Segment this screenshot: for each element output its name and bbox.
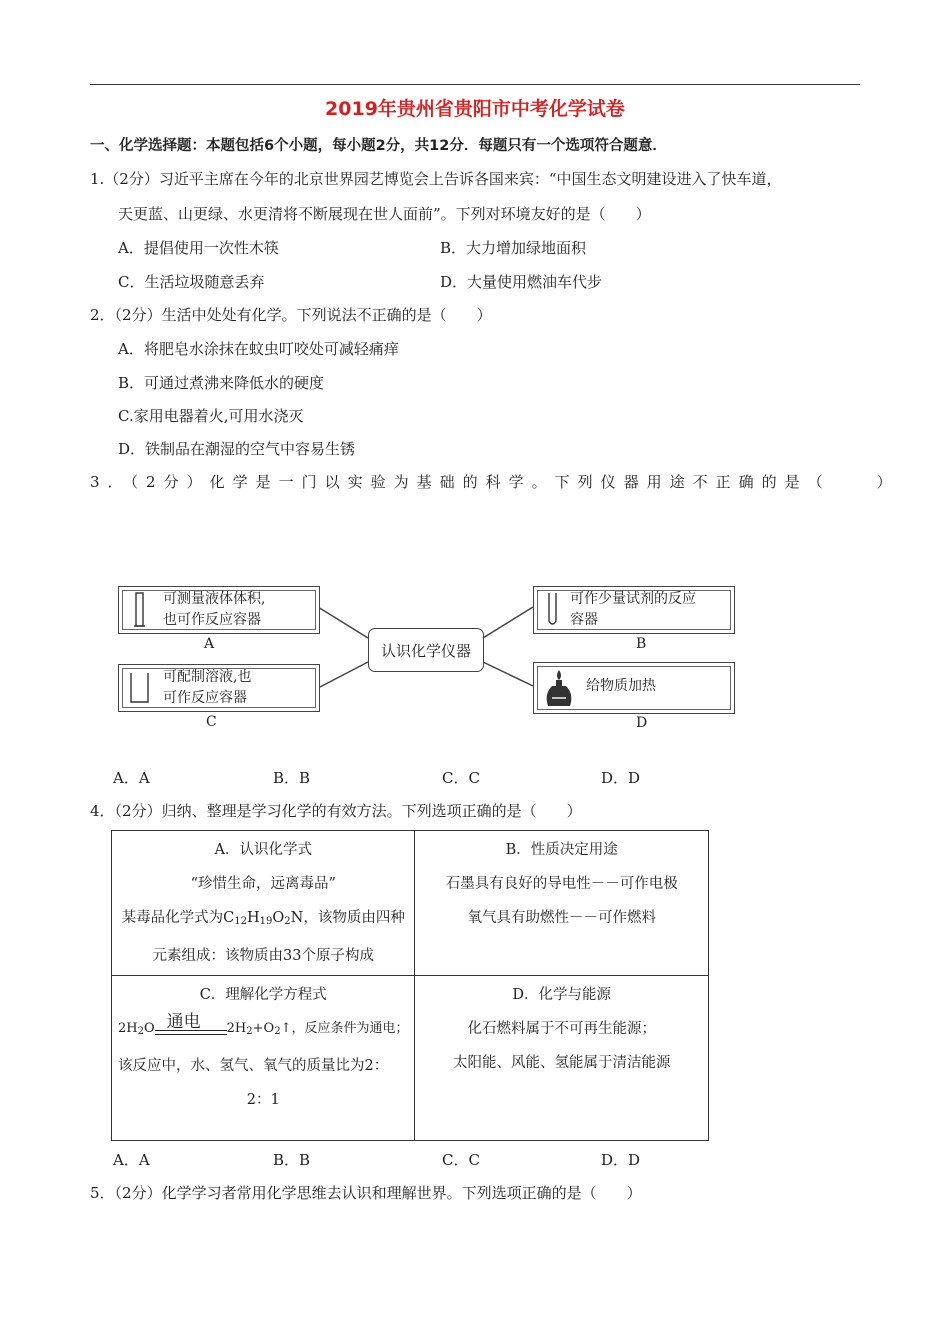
q1-stem-line2: 天更蓝、山更绿、水更清将不断展现在世人面前”。下列对环境友好的是（ ） [118, 205, 651, 223]
q2-option-c[interactable]: C.家用电器着火,可用水浇灭 [118, 407, 304, 425]
cell-d-line1: 化石燃料属于不可再生能源； [467, 1021, 656, 1037]
cell-a-line2: 某毒品化学式为$C_{12}H_{19}O_2N$，该物质由四种 [121, 910, 405, 927]
q4-option-d[interactable]: D．D [601, 1151, 641, 1169]
equation-condition: 通电 [166, 1011, 201, 1032]
q4-option-c[interactable]: C．C [442, 1151, 480, 1169]
cell-a-heading: A．认识化学式 [214, 842, 312, 858]
q2-option-b[interactable]: B．可通过煮沸来降低水的硬度 [118, 374, 325, 392]
q1-option-d[interactable]: D．大量使用燃油车代步 [440, 273, 603, 291]
beaker-icon [129, 671, 151, 705]
cell-d [415, 976, 709, 1141]
cell-c [112, 976, 415, 1141]
knowledge-table [111, 830, 709, 1141]
label-b: B [636, 636, 647, 652]
label-d: D [636, 715, 648, 731]
label-a: A [204, 636, 215, 652]
cell-a [112, 831, 415, 976]
cell-a-line3: 元素组成：该物质由33个原子构成 [152, 948, 374, 964]
q3-option-a[interactable]: A．A [113, 769, 150, 787]
top-rule [90, 84, 860, 85]
cell-c-equation: $2H_2O$ 通电 $2H_2+O_2↑$，反应条件为通电； [118, 1012, 408, 1049]
cell-b [415, 831, 709, 976]
cell-d-line2: 太阳能、风能、氢能属于清洁能源 [452, 1055, 671, 1071]
box-a [118, 586, 320, 634]
box-a-text1: 可测量液体体积, [163, 591, 266, 607]
q2-option-a[interactable]: A．将肥皂水涂抹在蚊虫叮咬处可减轻痛痒 [118, 340, 399, 358]
q2-stem: 2．（2分）生活中处处有化学。下列说法不正确的是（ ） [90, 306, 492, 324]
cell-b-line2: 氧气具有助燃性－－可作燃料 [467, 910, 656, 926]
q3-option-d[interactable]: D．D [601, 769, 641, 787]
cell-b-heading: B．性质决定用途 [505, 842, 618, 858]
test-tube-icon [546, 592, 560, 628]
section-heading: 一、化学选择题：本题包括6个小题，每小题2分，共12分．每题只有一个选项符合题意． [90, 138, 667, 154]
q1-stem-line1: 1.（2分）习近平主席在今年的北京世界园艺博览会上告诉各国来宾：“中国生态文明建设进入了快车道， [90, 170, 782, 188]
instrument-diagram [118, 580, 758, 740]
graduated-cylinder-icon [133, 591, 147, 629]
q4-stem: 4．（2分）归纳、整理是学习化学的有效方法。下列选项正确的是（ ） [90, 802, 582, 820]
cell-b-line1: 石墨具有良好的导电性－－可作电极 [445, 876, 678, 892]
cell-d-heading: D．化学与能源 [512, 987, 612, 1003]
alcohol-lamp-icon [542, 668, 576, 708]
q3-option-c[interactable]: C．C [442, 769, 480, 787]
q3-stem: 3．（2分）化学是一门以实验为基础的科学。下列仪器用途不正确的是（ ） [90, 473, 900, 491]
q1-option-b[interactable]: B．大力增加绿地面积 [440, 239, 587, 257]
q3-option-b[interactable]: B．B [273, 769, 311, 787]
box-b [533, 586, 735, 634]
cell-a-line1: “珍惜生命，远离毒品” [190, 876, 336, 892]
q4-option-a[interactable]: A．A [113, 1151, 150, 1169]
label-c: C [206, 714, 217, 730]
q5-stem: 5．（2分）化学学习者常用化学思维去认识和理解世界。下列选项正确的是（ ） [90, 1184, 642, 1202]
box-c [118, 664, 320, 712]
box-c-text2: 可作反应容器 [163, 690, 247, 706]
cell-c-line2: 该反应中，水、氢气、氧气的质量比为2： [118, 1058, 389, 1074]
page-title: 2019年贵州省贵阳市中考化学试卷 [325, 98, 625, 120]
box-d [533, 662, 735, 714]
box-d-text1: 给物质加热 [586, 678, 656, 694]
q1-option-a[interactable]: A．提倡使用一次性木筷 [118, 239, 279, 257]
center-label: 认识化学仪器 [380, 641, 471, 660]
q4-option-b[interactable]: B．B [273, 1151, 311, 1169]
cell-c-heading: C．理解化学方程式 [199, 987, 327, 1003]
box-c-text1: 可配制溶液,也 [163, 669, 252, 685]
box-b-text2: 容器 [570, 612, 598, 628]
cell-c-line3: 2：1 [246, 1092, 280, 1108]
box-a-text2: 也可作反应容器 [163, 612, 261, 628]
box-b-text1: 可作少量试剂的反应 [570, 591, 696, 607]
q1-option-c[interactable]: C．生活垃圾随意丢弃 [118, 273, 265, 291]
q2-option-d[interactable]: D．铁制品在潮湿的空气中容易生锈 [118, 440, 356, 458]
center-box [368, 628, 484, 672]
